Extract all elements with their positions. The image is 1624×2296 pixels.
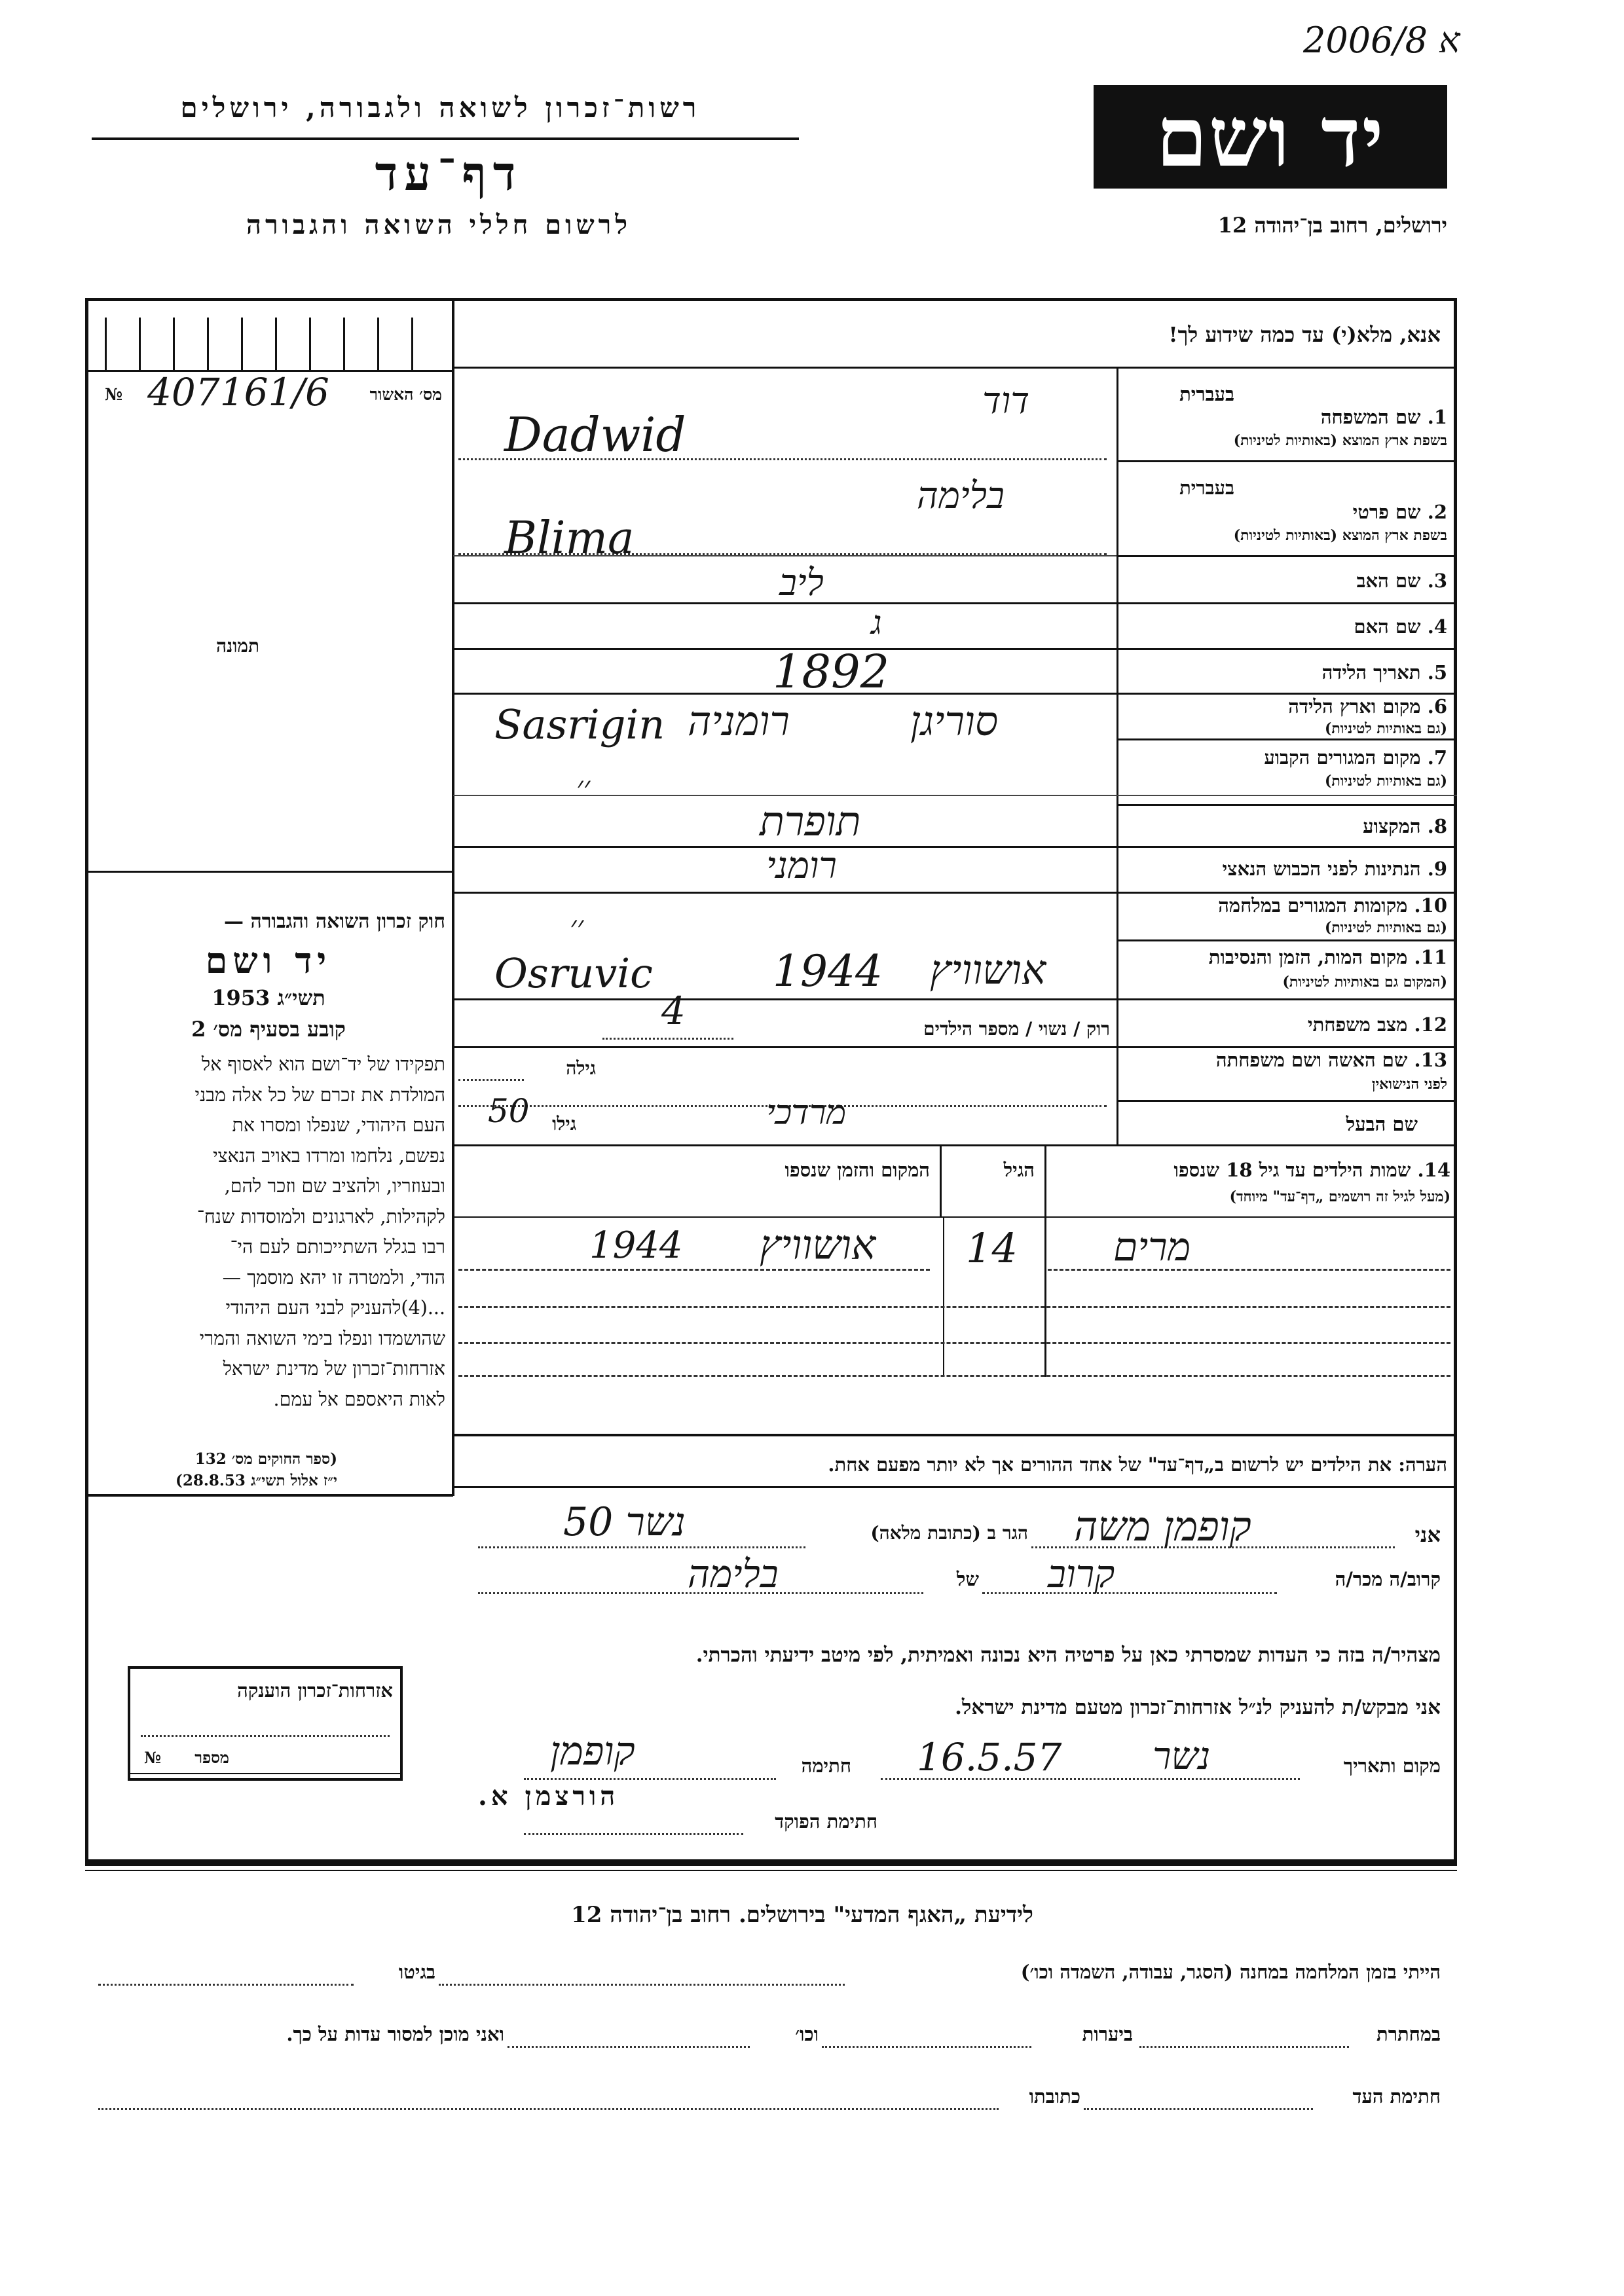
intro-rule bbox=[453, 367, 1457, 369]
yad-vashem-logo bbox=[1094, 85, 1447, 189]
row-rule bbox=[453, 1046, 1457, 1048]
hebrew-column-header: בעברית bbox=[1179, 383, 1234, 405]
citizenship-number-label: מספר bbox=[194, 1748, 229, 1767]
relation-value: קרוב bbox=[1048, 1552, 1115, 1596]
birth-place-latin: Sasrigin bbox=[494, 701, 665, 748]
death-place-latin: Osruvic bbox=[494, 949, 653, 997]
children-row-dots bbox=[458, 1306, 1450, 1308]
approval-no-mark: № bbox=[105, 385, 123, 404]
footer-ready: ואני מוכן למסור עדות על כך. bbox=[286, 2023, 504, 2045]
field-9-label: 9. הנתינות לפני הכבוש הנאצי bbox=[1222, 858, 1447, 880]
row-rule bbox=[453, 998, 1457, 1000]
form-subtitle: לרשום חללי השואה והגבורה bbox=[246, 210, 632, 240]
footer-address-dots bbox=[98, 2108, 999, 2110]
husband-name: מרדכי bbox=[766, 1093, 847, 1133]
field-13-label: 13. שם האשה ושם משפחתה bbox=[1215, 1049, 1447, 1071]
footer-forests: ביערות bbox=[1082, 2023, 1133, 2045]
field-10-sub: (גם באותיות לטיניות) bbox=[1324, 919, 1447, 936]
field-8-label: 8. המקצוע bbox=[1363, 815, 1447, 837]
declaration-text: מצהיר/ה בזה כי העדות שמסרתי כאן על פרטיה היא נכונה ואמיתית, לפי מיטב ידיעתי והכרתי. bbox=[695, 1643, 1441, 1667]
children-header-rule bbox=[453, 1216, 1457, 1218]
field-6-label: 6. מקום וארץ הלידה bbox=[1288, 695, 1447, 718]
child-age: 14 bbox=[966, 1224, 1018, 1272]
law-line: תפקידו של יד־ושם הוא לאסוף אל bbox=[201, 1053, 445, 1075]
law-line: שהושמדו ונפלו בימי השואה והמרי bbox=[199, 1327, 445, 1349]
citizenship-no-mark: № bbox=[144, 1748, 162, 1767]
footer-rule bbox=[85, 1863, 1457, 1866]
citizenship: רומני bbox=[766, 845, 837, 887]
field-4-label: 4. שם האם bbox=[1354, 615, 1447, 638]
address-dots bbox=[478, 1546, 805, 1548]
request-text: אני מבקש/ת להעניק לנ״ל אזרחות־זכרון מטעם מדינת ישראל. bbox=[955, 1696, 1441, 1719]
label-column-divider bbox=[1116, 367, 1118, 1144]
law-title: חוק זכרון השואה והגבורה — bbox=[224, 910, 445, 933]
law-line: רבו בגלל השתייכותם לעם הי־ bbox=[230, 1236, 445, 1258]
field-1-label: 1. שם המשפחה bbox=[1320, 406, 1447, 428]
law-line: העם היהודי, שנפלו ומסרו את bbox=[232, 1114, 445, 1136]
declarant-ani: אני bbox=[1414, 1522, 1441, 1547]
of-label: של bbox=[956, 1568, 979, 1590]
husband-label: שם הבעל bbox=[1346, 1113, 1418, 1135]
intro-text: אנא, מלא(י) עד כמה שידוע לך! bbox=[1168, 322, 1441, 347]
law-line: לאות היאספם אל עמם. bbox=[273, 1388, 445, 1410]
law-line: אזרחות־זכרון של מדינת ישראל bbox=[223, 1358, 445, 1379]
children-row-dots bbox=[458, 1375, 1450, 1377]
place-date-label: מקום ותאריך bbox=[1343, 1755, 1441, 1777]
father-name: ליב bbox=[779, 562, 824, 604]
note-bottom-rule bbox=[453, 1486, 1457, 1488]
camp-dots bbox=[439, 1984, 845, 1986]
signature-dots bbox=[524, 1778, 776, 1780]
left-column-bottom bbox=[85, 1494, 453, 1497]
footer-rule-2 bbox=[85, 1870, 1457, 1871]
footer-title: לידיעת „האגף המדעי" בירושלים. רחוב בן־יהודה 12 bbox=[571, 1902, 1033, 1928]
permanent-residence: ׳׳ bbox=[576, 769, 591, 805]
place-value: נשר bbox=[1153, 1734, 1211, 1778]
surname-latin: Dadwid bbox=[504, 407, 686, 462]
law-line: הודי, ולמטרה זו יהא מוסמך — bbox=[222, 1266, 445, 1288]
wife-age-label: גילה bbox=[566, 1057, 596, 1079]
row-rule bbox=[453, 1144, 1457, 1146]
row-rule bbox=[453, 693, 1457, 695]
declarant-address: נשר 50 bbox=[563, 1499, 686, 1545]
ghetto-dots bbox=[98, 1984, 354, 1986]
law-line: ...(4)להעניק לבני העם היהודי bbox=[225, 1297, 445, 1319]
wife-age-dots bbox=[458, 1079, 524, 1081]
row-rule bbox=[1116, 460, 1457, 462]
witness-sig-dots bbox=[1084, 2108, 1313, 2110]
note-top-rule bbox=[453, 1434, 1457, 1436]
wartime-residence: ׳׳ bbox=[570, 909, 584, 944]
field-5-label: 5. תאריך הלידה bbox=[1321, 661, 1447, 683]
field-13-sub: לפני הנישואין bbox=[1371, 1076, 1447, 1093]
birth-country: רומניה bbox=[688, 697, 790, 745]
occupation: תופרת bbox=[760, 797, 861, 845]
signature-label: חתימה bbox=[801, 1755, 851, 1777]
field-7-sub: (גם באותיות לטיניות) bbox=[1324, 773, 1447, 790]
child-year: 1944 bbox=[589, 1224, 683, 1267]
children-row-dots bbox=[1048, 1269, 1450, 1271]
children-count: 4 bbox=[661, 989, 686, 1033]
children-col-divider bbox=[943, 1216, 944, 1377]
surname-hebrew: דוד bbox=[982, 380, 1030, 422]
row-rule bbox=[453, 602, 1457, 604]
form-title: דף־עד bbox=[375, 145, 523, 201]
law-name: יד ושם bbox=[205, 939, 332, 981]
header-address: ירושלים, רחוב בן־יהודה 12 bbox=[1217, 213, 1447, 238]
photo-box-rule bbox=[85, 871, 453, 873]
logo-text: יד ושם bbox=[1156, 88, 1385, 185]
husband-age-label: גילו bbox=[552, 1113, 576, 1135]
authority-name: רשות־זכרון לשואה ולגבורה, ירושלים bbox=[180, 92, 701, 124]
forests-dots bbox=[822, 2046, 1031, 2048]
relation-label: קרוב/ה מכר/ה bbox=[1335, 1568, 1441, 1590]
field-12-label: 12. מצב משפחתי bbox=[1308, 1013, 1447, 1036]
official-sig-label: חתימת הפוקד bbox=[775, 1810, 877, 1832]
etc-dots bbox=[507, 2046, 750, 2048]
row-rule bbox=[1116, 939, 1457, 941]
field-2-sub: בשפת ארץ המוצא (באותיות לטיניות) bbox=[1233, 527, 1447, 544]
field-6-sub: (גם באותיות לטיניות) bbox=[1324, 720, 1447, 737]
citizenship-dots bbox=[141, 1735, 390, 1737]
law-line: לקהילות, לארגונים ולמוסדות שנח־ bbox=[197, 1205, 445, 1228]
header-rule bbox=[92, 137, 799, 140]
firstname-hebrew: בלימה bbox=[917, 475, 1005, 517]
approval-ticks bbox=[105, 318, 445, 370]
birth-place: סוריגן bbox=[910, 697, 999, 745]
field-11-label: 11. מקום המות, הזמן והנסיבות bbox=[1208, 946, 1447, 968]
of-name: בלימה bbox=[688, 1552, 779, 1596]
note-text: הערה: את הילדים יש לרשום ב„דף־עד" של אחד ההורים אך לא יותר מפעם אחת. bbox=[828, 1453, 1447, 1476]
date-value: 16.5.57 bbox=[917, 1735, 1062, 1779]
left-column-divider bbox=[452, 298, 454, 1496]
footer-ghetto: בגיטו bbox=[398, 1961, 435, 1983]
law-year: תשי״ג 1953 bbox=[212, 985, 325, 1010]
row-rule bbox=[1116, 738, 1457, 740]
field-2-label: 2. שם פרטי bbox=[1352, 501, 1447, 523]
law-ref-1: (ספר החוקים מס׳ 132 bbox=[194, 1450, 337, 1468]
children-age-header: הגיל bbox=[1003, 1159, 1035, 1181]
footer-camp-line: הייתי בזמן המלחמה במחנה (הסגר, עבודה, השמדה וכו׳) bbox=[1020, 1961, 1441, 1983]
death-year: 1944 bbox=[773, 946, 883, 996]
footer-address: כתובתו bbox=[1029, 2085, 1080, 2107]
field-1-sub: בשפת ארץ המוצא (באותיות לטיניות) bbox=[1233, 432, 1447, 449]
approval-label: מס׳ האשור bbox=[369, 385, 442, 404]
row-rule bbox=[453, 795, 1457, 796]
relation-dots bbox=[982, 1592, 1277, 1594]
field-7-label: 7. מקום המגורים הקבוע bbox=[1264, 746, 1447, 769]
approval-number: 407161/6 bbox=[147, 370, 329, 414]
declarant-lives-label: הגר ב (כתובת מלאה) bbox=[870, 1522, 1028, 1544]
children-row-dots bbox=[458, 1342, 1450, 1344]
law-line: המולדת את זכרם של כל אלה מבני bbox=[194, 1084, 445, 1106]
row-rule bbox=[1116, 1100, 1457, 1102]
declarant-name: קופמן משה bbox=[1074, 1503, 1251, 1550]
official-sig-dots bbox=[524, 1833, 743, 1835]
death-place: אושוויץ bbox=[930, 946, 1046, 994]
footer-etc: וכו׳ bbox=[795, 2023, 819, 2045]
citizenship-rule bbox=[130, 1773, 400, 1774]
field-3-label: 3. שם האב bbox=[1356, 570, 1447, 592]
row-rule bbox=[453, 892, 1457, 894]
husband-age: 50 bbox=[488, 1092, 530, 1130]
children-col-divider bbox=[940, 1144, 942, 1216]
field-10-label: 10. מקומות המגורים במלחמה bbox=[1218, 894, 1447, 917]
photo-label: תמונה bbox=[216, 635, 260, 657]
underground-dots bbox=[1139, 2046, 1349, 2048]
footer-witness-sig: חתימת העד bbox=[1352, 2085, 1441, 2107]
birth-date: 1892 bbox=[773, 645, 890, 699]
child-name: מרים bbox=[1113, 1224, 1191, 1270]
hebrew-column-header: בעברית bbox=[1179, 477, 1234, 499]
file-number-handwritten: א 2006/8 bbox=[1303, 20, 1460, 61]
law-ref-2: י״ז אלול תשי״ג 28.8.53) bbox=[175, 1472, 337, 1489]
row-rule bbox=[453, 648, 1457, 650]
citizenship-title: אזרחות־זכרון הוענקה bbox=[237, 1679, 393, 1702]
child-place: אושוויץ bbox=[760, 1221, 876, 1269]
marital-options: רוק / נשוי / מספר הילדים bbox=[923, 1018, 1110, 1040]
children-count-dots bbox=[602, 1038, 733, 1040]
mother-name: ג bbox=[871, 604, 882, 642]
law-line: ובעוזריו, ולהציב שם וזכר להם, bbox=[224, 1175, 445, 1197]
row-rule bbox=[1116, 804, 1457, 806]
official-stamp: הורצמן א. bbox=[478, 1781, 619, 1812]
law-section: קובע בסעיף מס׳ 2 bbox=[191, 1017, 346, 1042]
law-line: נפשם, נלחמו ומרדו באויב הנאצי bbox=[213, 1144, 445, 1167]
law-body bbox=[95, 1049, 445, 1415]
signature-value: קופמן bbox=[550, 1728, 635, 1774]
footer-underground: במחתרת bbox=[1376, 2023, 1441, 2045]
field-11-sub: (המקום גם באותיות לטיניות) bbox=[1282, 974, 1447, 991]
row-rule bbox=[1116, 555, 1457, 557]
children-label: 14. שמות הילדים עד גיל 18 שנספו bbox=[1173, 1159, 1450, 1181]
children-sub: (מעל לגיל זה רושמים „דף־עד" מיוחד) bbox=[1229, 1188, 1450, 1205]
firstname-latin: Blima bbox=[504, 513, 635, 564]
row-rule bbox=[453, 846, 1457, 848]
children-place-header: המקום והזמן שנספו bbox=[784, 1159, 930, 1181]
